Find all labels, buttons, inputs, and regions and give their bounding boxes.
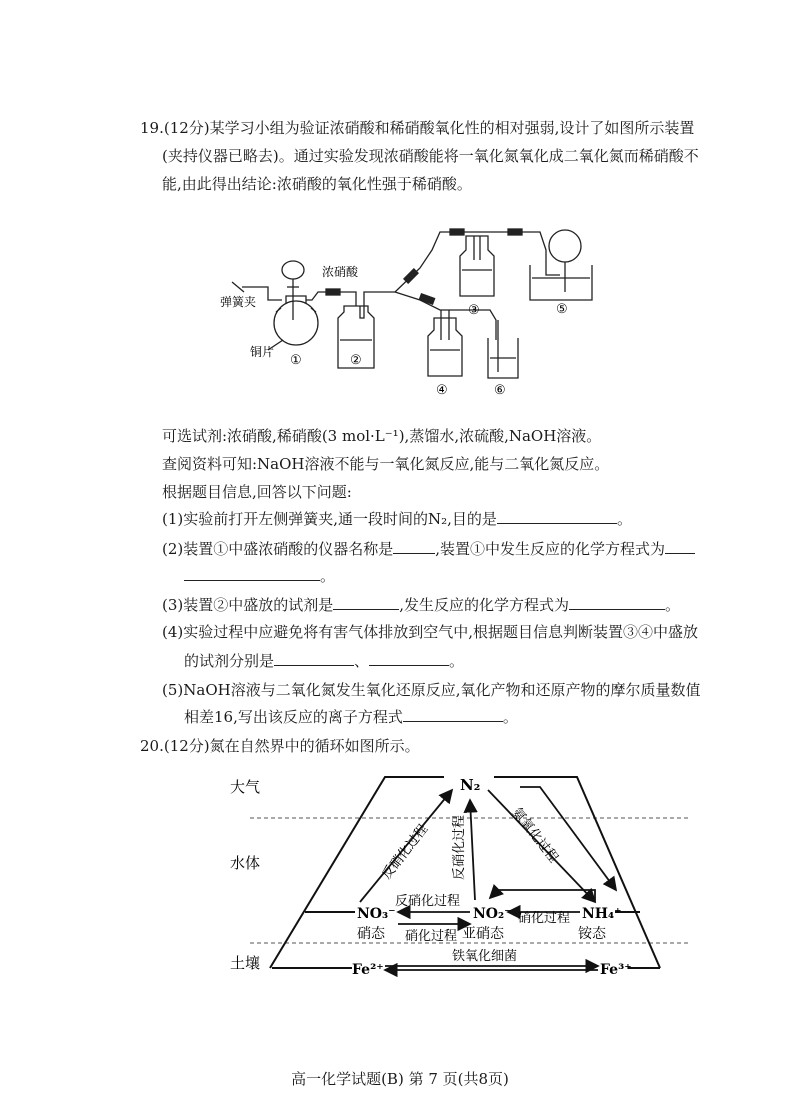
q19-sub5-line1: (5)NaOH溶液与二氧化氮发生氧化还原反应,氧化产物和还原产物的摩尔质量数值: [162, 681, 701, 699]
species-n2: N₂: [460, 776, 481, 794]
q19-sub1-text: (1)实验前打开左侧弹簧夹,通一段时间的N₂,目的是: [162, 510, 497, 528]
species-fe3: Fe³⁺: [600, 962, 632, 978]
species-nh4: NH₄⁺: [582, 906, 622, 922]
q19-reagents: 可选试剂:浓硝酸,稀硝酸(3 mol·L⁻¹),蒸馏水,浓硫酸,NaOH溶液。: [162, 427, 602, 445]
q19-info: 查阅资料可知:NaOH溶液不能与一氧化氮反应,能与二氧化氮反应。: [162, 455, 610, 473]
species-fe2: Fe²⁺: [352, 962, 384, 978]
species-no3-name: 硝态: [357, 926, 385, 942]
q19-line-3: 能,由此得出结论:浓硝酸的氧化性强于稀硝酸。: [162, 175, 472, 193]
species-no2: NO₂⁻: [473, 906, 512, 922]
q19-line-2: (夹持仪器已略去)。通过实验发现浓硝酸能将一氧化氮氧化成二氧化氮而稀硝酸不: [162, 147, 699, 165]
label-copper: 铜片: [250, 345, 275, 359]
q19-prompt: 根据题目信息,回答以下问题:: [162, 483, 352, 501]
q19-sub3-text-b: ,发生反应的化学方程式为: [399, 596, 570, 614]
species-no2-name: 亚硝态: [462, 926, 504, 942]
apparatus-num-1: ①: [290, 353, 302, 368]
q19-sub1-end: 。: [616, 510, 632, 528]
q19-sub5-text: 相差16,写出该反应的离子方程式: [184, 708, 403, 726]
q19-sub2-end: 。: [320, 567, 336, 585]
label-denitrification-vertical: 反硝化过程: [452, 814, 467, 880]
q19-line-1: 19.(12分)某学习小组为验证浓硝酸和稀硝酸氧化性的相对强弱,设计了如图所示装置: [140, 119, 695, 137]
apparatus-num-5: ⑤: [556, 302, 568, 317]
label-denitrification-horizontal: 反硝化过程: [395, 894, 461, 909]
apparatus-num-3: ③: [468, 303, 480, 318]
apparatus-num-4: ④: [436, 383, 448, 398]
species-nh4-name: 铵态: [578, 926, 606, 942]
label-ammonia-oxidation: 氨氧化过程: [508, 805, 561, 866]
q19-sub2-text-b: ,装置①中发生反应的化学方程式为: [435, 540, 666, 558]
q19-sub4-text: 的试剂分别是: [184, 652, 275, 670]
page-footer: 高一化学试题(B) 第 7 页(共8页): [291, 1070, 509, 1088]
label-iron-bacteria: 铁氧化细菌: [452, 949, 518, 964]
q19-sub4-sep: 、: [354, 652, 370, 670]
label-denitrification-diagonal: 反硝化过程: [379, 821, 432, 883]
q19-sub2-text-a: (2)装置①中盛浓硝酸的仪器名称是: [162, 540, 394, 558]
q19-sub4-end: 。: [449, 652, 465, 670]
apparatus-num-6: ⑥: [494, 383, 506, 398]
q20-title: 20.(12分)氮在自然界中的循环如图所示。: [140, 737, 420, 755]
label-conc-nitric-acid: 浓硝酸: [322, 265, 359, 279]
layer-soil: 土壤: [230, 954, 261, 972]
q19-sub3-text-a: (3)装置②中盛放的试剂是: [162, 596, 334, 614]
apparatus-num-2: ②: [350, 353, 362, 368]
q19-sub4-line1: (4)实验过程中应避免将有害气体排放到空气中,根据题目信息判断装置③④中盛放: [162, 623, 699, 641]
label-nitrification-right: 硝化过程: [518, 911, 571, 926]
layer-atmosphere: 大气: [230, 778, 261, 796]
q19-sub3-end: 。: [665, 596, 681, 614]
layer-water: 水体: [230, 854, 261, 872]
label-nitrification-left: 硝化过程: [405, 929, 458, 944]
q19-sub5-end: 。: [502, 708, 518, 726]
label-spring-clamp: 弹簧夹: [220, 295, 257, 309]
species-no3: NO₃⁻: [357, 906, 396, 922]
